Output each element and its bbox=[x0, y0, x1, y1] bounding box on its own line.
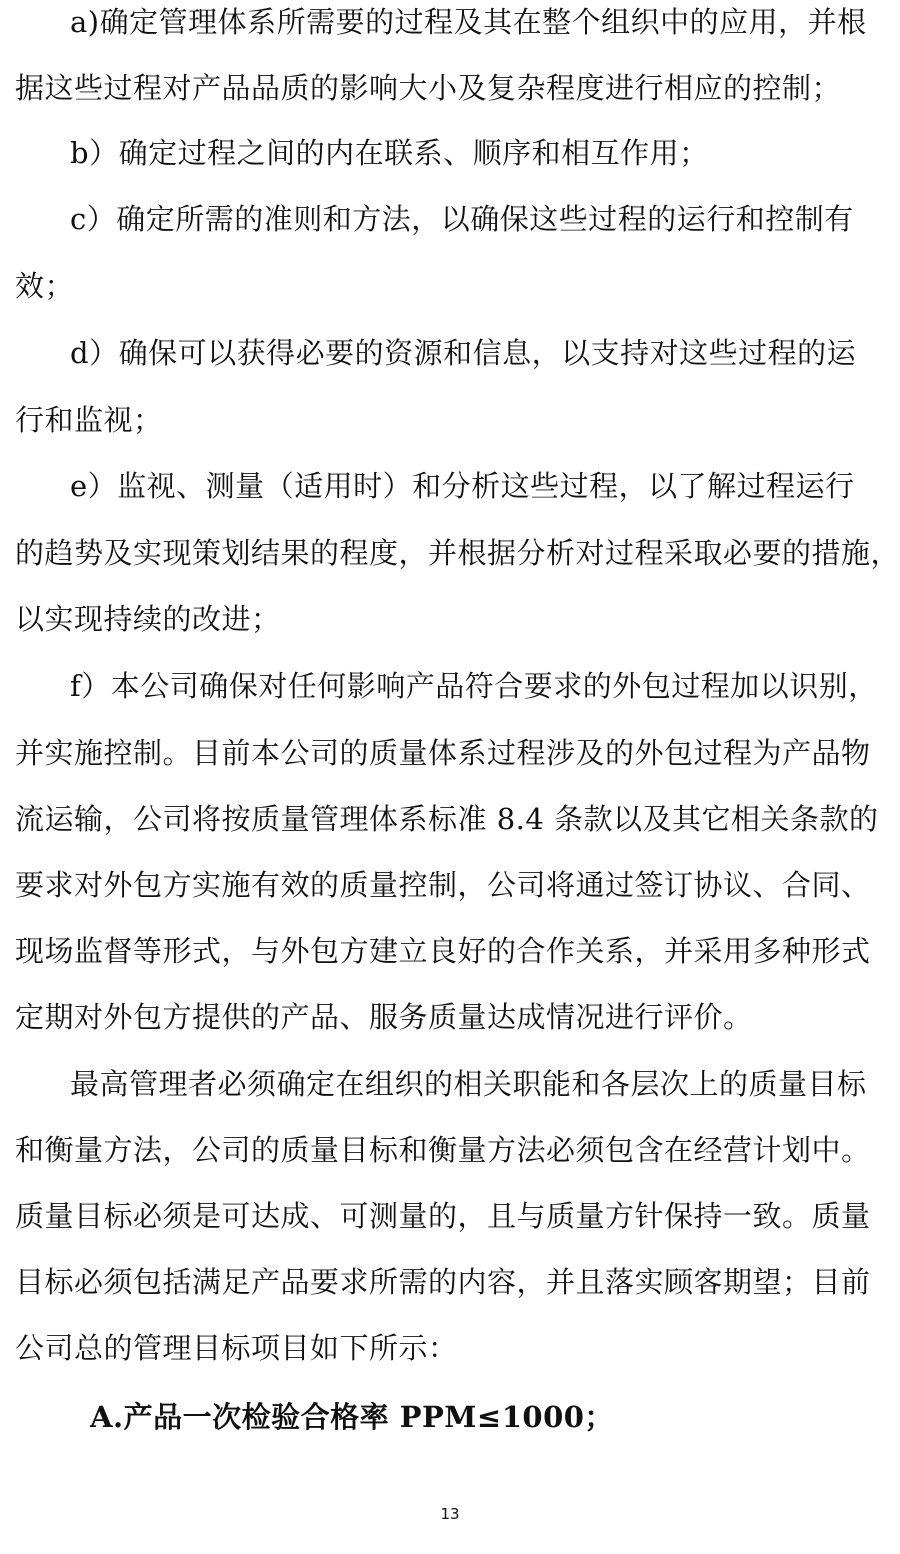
page-number: 13 bbox=[440, 1505, 460, 1523]
text-line: 公司总的管理目标项目如下所示： bbox=[15, 1331, 458, 1365]
text-line: 现场监督等形式，与外包方建立良好的合作关系，并采用多种形式 bbox=[15, 934, 871, 968]
text-line: 目标必须包括满足产品要求所需的内容，并且落实顾客期望；目前 bbox=[15, 1265, 871, 1299]
text-line: c）确定所需的准则和方法，以确保这些过程的运行和控制有 bbox=[70, 202, 854, 236]
text-line: a)确定管理体系所需要的过程及其在整个组织中的应用，并根 bbox=[70, 5, 867, 39]
text-line: 流运输，公司将按质量管理体系标准 8.4 条款以及其它相关条款的 bbox=[15, 802, 879, 836]
quality-goal-line: A.产品一次检验合格率 PPM≤1000； bbox=[90, 1400, 614, 1434]
text-line: 和衡量方法，公司的质量目标和衡量方法必须包含在经营计划中。 bbox=[15, 1133, 871, 1167]
text-line: e）监视、测量（适用时）和分析这些过程，以了解过程运行 bbox=[70, 469, 855, 503]
text-line: 以实现持续的改进； bbox=[15, 602, 281, 636]
text-line: b）确定过程之间的内在联系、顺序和相互作用； bbox=[70, 136, 709, 170]
text-line: 并实施控制。目前本公司的质量体系过程涉及的外包过程为产品物 bbox=[15, 736, 871, 770]
text-line: 效； bbox=[15, 269, 75, 303]
text-line: 质量目标必须是可达成、可测量的，且与质量方针保持一致。质量 bbox=[15, 1199, 871, 1233]
text-line: 要求对外包方实施有效的质量控制，公司将通过签订协议、合同、 bbox=[15, 868, 871, 902]
text-line: d）确保可以获得必要的资源和信息，以支持对这些过程的运 bbox=[70, 336, 857, 370]
text-line: 据这些过程对产品品质的影响大小及复杂程度进行相应的控制； bbox=[15, 71, 842, 105]
text-line: f）本公司确保对任何影响产品符合要求的外包过程加以识别， bbox=[70, 669, 878, 703]
text-line: 最高管理者必须确定在组织的相关职能和各层次上的质量目标 bbox=[70, 1067, 867, 1101]
text-line: 的趋势及实现策划结果的程度，并根据分析对过程采取必要的措施， bbox=[15, 536, 900, 570]
text-line: 行和监视； bbox=[15, 403, 163, 437]
text-line: 定期对外包方提供的产品、服务质量达成情况进行评价。 bbox=[15, 1000, 753, 1034]
